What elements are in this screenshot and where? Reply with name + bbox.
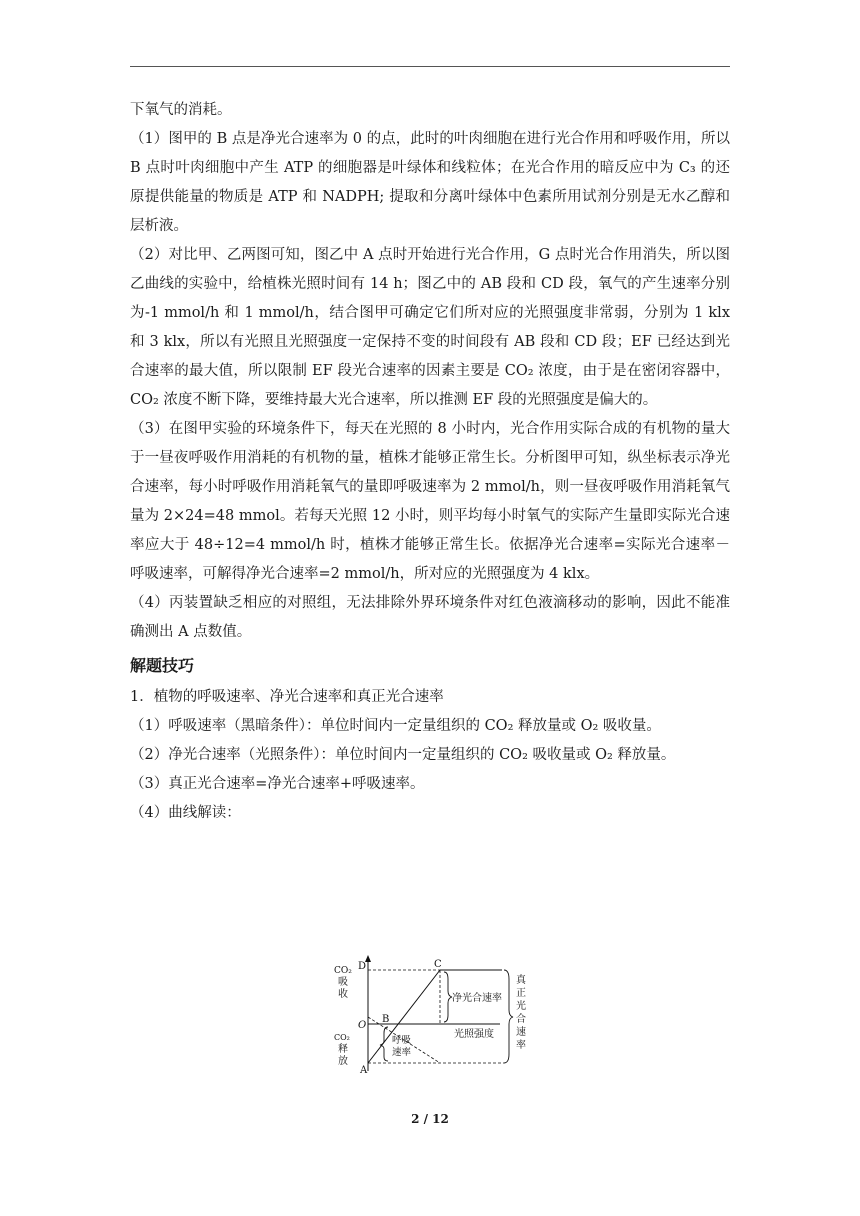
section-heading: 解题技巧 bbox=[130, 656, 195, 675]
true-rate-label-6: 率 bbox=[516, 1040, 526, 1051]
paragraph-2: （2）对比甲、乙两图可知，图乙中 A 点时开始进行光合作用，G 点时光合作用消失，所以图乙曲线的实验中，给植株光照时间有 14 h；图乙中的 AB 段和 CD 段，氧气的产生速率分别为-1 mmol/h 和 1 mmol/h，结合图甲可确定它们所对应的光照强度非常弱，分别为 1 klx 和 3 klx，所以有光照且光照强度一定保持不变的时间段有 AB 段和 CD 段；EF 已经达到光合速率的最大值，所以限制 EF 段光合速率的因素主要是 CO₂ 浓度，由于是在密闭容器中，CO₂ 浓度不断下降，要维持最大光合速率，所以推测 EF 段的光照强度是偏大的。 bbox=[130, 247, 730, 408]
paragraph-continuation: 下氧气的消耗。 bbox=[130, 102, 232, 118]
tip-4: （4）曲线解读： bbox=[130, 805, 241, 821]
diagram-svg bbox=[332, 955, 532, 1075]
resp-label-1: 呼吸 bbox=[392, 1035, 412, 1046]
origin-label: O bbox=[358, 1020, 367, 1031]
y-label-fang: 放 bbox=[338, 1056, 348, 1067]
x-axis-label: 光照强度 bbox=[454, 1029, 494, 1040]
y-label-xi: 吸 bbox=[338, 977, 348, 988]
paragraph-4: （4）丙装置缺乏相应的对照组，无法排除外界环境条件对红色液滴移动的影响，因此不能准确测出 A 点数值。 bbox=[130, 595, 730, 640]
tip-1: （1）呼吸速率（黑暗条件）：单位时间内一定量组织的 CO₂ 释放量或 O₂ 吸收量。 bbox=[130, 718, 661, 734]
true-rate-label-2: 正 bbox=[516, 988, 526, 999]
point-d-label: D bbox=[358, 961, 367, 972]
y-label-shou: 收 bbox=[338, 989, 348, 1000]
point-a-label: A bbox=[360, 1065, 368, 1075]
point-b-label: B bbox=[382, 1014, 390, 1025]
true-rate-label-3: 光 bbox=[516, 1001, 526, 1012]
true-rate-label-4: 合 bbox=[516, 1014, 526, 1025]
y-label-co2-top: CO₂ bbox=[334, 966, 352, 976]
y-label-shi: 释 bbox=[338, 1044, 348, 1055]
resp-brace bbox=[380, 1027, 388, 1061]
light-rate-diagram bbox=[332, 955, 532, 1075]
net-rate-label: 净光合速率 bbox=[452, 993, 502, 1004]
net-rate-brace bbox=[444, 972, 452, 1022]
tip-3: （3）真正光合速率=净光合速率+呼吸速率。 bbox=[130, 776, 425, 792]
true-rate-label-5: 速 bbox=[516, 1027, 526, 1038]
header-rule bbox=[130, 66, 730, 67]
y-label-co2-bottom: CO₂ bbox=[334, 1033, 350, 1042]
point-c-label: C bbox=[434, 959, 442, 970]
true-rate-label-1: 真 bbox=[516, 975, 526, 986]
paragraph-3: （3）在图甲实验的环境条件下，每天在光照的 8 小时内，光合作用实际合成的有机物的量大于一昼夜呼吸作用消耗的有机物的量，植株才能够正常生长。分析图甲可知，纵坐标表示净光合速率，每小时呼吸作用消耗氧气的量即呼吸速率为 2 mmol/h，则一昼夜呼吸作用消耗氧气量为 2×24=48 mmol。若每天光照 12 小时，则平均每小时氧气的实际产生量即实际光合速率应大于 48÷12=4 mmol/h 时，植株才能够正常生长。依据净光合速率=实际光合速率－呼吸速率，可解得净光合速率=2 mmol/h，所对应的光照强度为 4 klx。 bbox=[130, 421, 730, 582]
paragraph-1: （1）图甲的 B 点是净光合速率为 0 的点，此时的叶肉细胞在进行光合作用和呼吸作用，所以 B 点时叶肉细胞中产生 ATP 的细胞器是叶绿体和线粒体；在光合作用的暗反应中为 C₃ 的还原提供能量的物质是 ATP 和 NADPH; 提取和分离叶绿体中色素所用试剂分别是无水乙醇和层析液。 bbox=[130, 131, 730, 234]
page-number: 2 / 12 bbox=[411, 1112, 449, 1126]
resp-label-2: 速率 bbox=[392, 1047, 412, 1058]
tip-title: 1．植物的呼吸速率、净光合速率和真正光合速率 bbox=[130, 689, 444, 705]
true-rate-brace bbox=[504, 970, 513, 1063]
tip-2: （2）净光合速率（光照条件）：单位时间内一定量组织的 CO₂ 吸收量或 O₂ 释放量。 bbox=[130, 747, 676, 763]
page-content bbox=[130, 96, 730, 828]
